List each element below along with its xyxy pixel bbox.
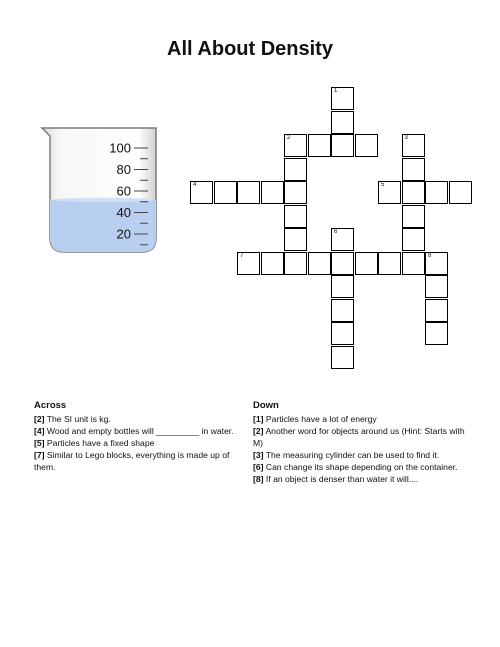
crossword-cell[interactable]: [402, 252, 425, 275]
across-clue: [34, 413, 246, 425]
cell-number: 4: [193, 182, 197, 188]
page-title: All About Density: [167, 38, 333, 60]
down-clue-number: [3]: [253, 450, 264, 460]
down-clue-text: Particles have a lot of energy: [265, 414, 377, 424]
scale-label: 40: [116, 205, 131, 220]
across-clue-text: Similar to Lego blocks, everything is made up of them.: [34, 450, 230, 472]
cell-number: 6: [334, 229, 338, 235]
crossword-cell[interactable]: [331, 134, 354, 157]
crossword-cell[interactable]: [378, 252, 401, 275]
crossword-cell[interactable]: [308, 134, 331, 157]
crossword-cell[interactable]: [425, 181, 448, 204]
across-clue-number: [4]: [34, 426, 45, 436]
across-clue-number: [5]: [34, 438, 45, 448]
across-clue-text: Particles have a fixed shape: [46, 438, 155, 448]
down-heading: Down: [253, 400, 279, 411]
cell-number: 5: [381, 182, 385, 188]
scale-label: 80: [116, 162, 131, 177]
crossword-cell[interactable]: [331, 252, 354, 275]
crossword-cell[interactable]: [284, 181, 307, 204]
crossword-cell[interactable]: [425, 299, 448, 322]
across-clues: [34, 400, 246, 473]
crossword-cell[interactable]: [331, 111, 354, 134]
scale-label: 20: [116, 226, 131, 242]
crossword-cell[interactable]: [402, 228, 425, 251]
crossword-cell[interactable]: [284, 205, 307, 228]
crossword-cell[interactable]: [425, 275, 448, 298]
down-clue-text: Can change its shape depending on the container.: [265, 462, 458, 472]
down-clue-number: [6]: [253, 462, 264, 472]
down-clue: [253, 413, 468, 425]
down-clue-number: [8]: [253, 474, 264, 484]
cell-number: 3: [404, 135, 408, 141]
cell-number: 8: [428, 252, 432, 259]
crossword-cell[interactable]: [402, 181, 425, 204]
crossword-cell[interactable]: [331, 87, 354, 110]
down-clue: [253, 461, 468, 473]
crossword-cell[interactable]: [308, 252, 331, 275]
down-clue: [253, 425, 468, 449]
down-clue-number: [2]: [253, 426, 264, 436]
across-clue-number: [2]: [34, 414, 45, 424]
crossword-cell[interactable]: [449, 181, 472, 204]
crossword-cell[interactable]: [261, 181, 284, 204]
across-clue: [34, 437, 246, 449]
crossword-cell[interactable]: [402, 205, 425, 228]
crossword-cell[interactable]: [237, 181, 260, 204]
down-clue: [253, 449, 468, 461]
crossword-cell[interactable]: [402, 134, 425, 157]
crossword-cell[interactable]: [402, 158, 425, 181]
crossword-cell[interactable]: [355, 134, 378, 157]
down-clues: [253, 400, 468, 485]
down-clue-text: If an object is denser than water it will....: [265, 474, 419, 484]
across-clue-text: The SI unit is kg.: [46, 414, 111, 424]
across-clue-text: Wood and empty bottles will _________ in water.: [46, 426, 234, 436]
cell-number: 2: [287, 135, 291, 141]
across-clue-number: [7]: [34, 450, 45, 460]
crossword-cell[interactable]: [331, 346, 354, 369]
crossword-cell[interactable]: [425, 252, 448, 275]
across-clue: [34, 425, 246, 437]
crossword-cell[interactable]: [331, 322, 354, 345]
scale-label: 100: [109, 140, 131, 156]
crossword-cell[interactable]: [284, 228, 307, 251]
scale-label: 60: [116, 183, 131, 199]
down-clue-number: [1]: [253, 414, 264, 424]
down-clue: [253, 473, 468, 485]
across-heading: Across: [34, 400, 67, 411]
crossword-cell[interactable]: [237, 252, 260, 275]
crossword-cell[interactable]: [214, 181, 237, 204]
crossword-cell[interactable]: [331, 228, 354, 251]
cell-number: 1: [334, 88, 338, 94]
down-clue-text: Another word for objects around us (Hint: Starts with M): [253, 426, 465, 448]
crossword-cell[interactable]: [284, 158, 307, 181]
crossword-cell[interactable]: [425, 322, 448, 345]
crossword-cell[interactable]: [355, 252, 378, 275]
crossword-cell[interactable]: [190, 181, 213, 204]
down-clue-text: The measuring cylinder can be used to find it.: [265, 450, 440, 460]
cell-number: 7: [240, 252, 244, 259]
crossword-cell[interactable]: [378, 181, 401, 204]
across-clue: [34, 449, 246, 473]
crossword-cell[interactable]: [331, 299, 354, 322]
crossword-cell[interactable]: [284, 134, 307, 157]
crossword-cell[interactable]: [261, 252, 284, 275]
crossword-cell[interactable]: [284, 252, 307, 275]
crossword-cell[interactable]: [331, 275, 354, 298]
